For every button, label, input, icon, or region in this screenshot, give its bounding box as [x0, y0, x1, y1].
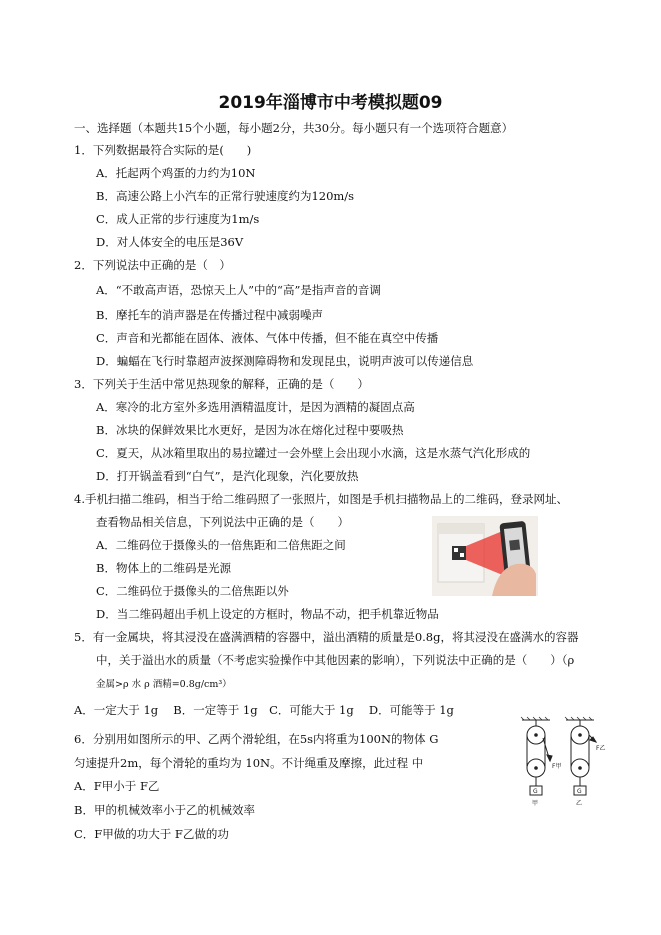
q2-stem: 2．下列说法中正确的是（ ）: [74, 258, 231, 272]
q5-stem-line2: 中，关于溢出水的质量（不考虑实验操作中其他因素的影响），下列说法中正确的是（ ）（ρ: [96, 653, 575, 667]
qr-scan-photo: [432, 516, 538, 596]
label-jia: 甲: [532, 800, 539, 807]
q3-stem: 3．下列关于生活中常见热现象的解释，正确的是（ ）: [74, 377, 369, 391]
q4-stem-line1: 4.手机扫描二维码，相当于给二维码照了一张照片，如图是手机扫描物品上的二维码，登录网址、: [74, 492, 568, 506]
q5-stem-line3: 金属>ρ 水 ρ 酒精=0.8g/cm³）: [96, 679, 232, 690]
q6-stem-line1: 6．分别用如图所示的甲、乙两个滑轮组，在5s内将重为100N的物体 G: [74, 732, 439, 746]
q1-option-b: B．高速公路上小汽车的正常行驶速度约为120m/s: [96, 189, 355, 203]
label-g-yi: G: [577, 788, 582, 795]
pulley-figure: [516, 716, 606, 808]
q4-option-d: D．当二维码超出手机上设定的方框时，物品不动，把手机靠近物品: [96, 607, 439, 621]
q1-option-d: D．对人体安全的电压是36V: [96, 235, 244, 249]
q1-option-a: A．托起两个鸡蛋的力约为10N: [96, 166, 256, 180]
q3-option-a: A．寒冷的北方室外多选用酒精温度计，是因为酒精的凝固点高: [96, 400, 415, 414]
q4-option-b: B．物体上的二维码是光源: [96, 561, 231, 575]
q2-option-a: A．“不敢高声语，恐惊天上人”中的“高”是指声音的音调: [96, 283, 381, 297]
q4-stem-line2: 查看物品相关信息，下列说法中正确的是（ ）: [96, 515, 349, 529]
q4-option-a: A．二维码位于摄像头的一倍焦距和二倍焦距之间: [96, 538, 346, 552]
label-f-jia: F甲: [552, 763, 562, 770]
q5-stem-line1: 5．有一金属块，将其浸没在盛满酒精的容器中，溢出酒精的质量是0.8g，将其浸没在盛满水的容器: [74, 630, 579, 644]
q2-option-b: B．摩托车的消声器是在传播过程中减弱噪声: [96, 308, 323, 322]
q2-option-c: C．声音和光都能在固体、液体、气体中传播，但不能在真空中传播: [96, 331, 439, 345]
label-f-yi: F乙: [596, 745, 606, 752]
label-g-jia: G: [533, 788, 538, 795]
q3-option-c: C．夏天，从冰箱里取出的易拉罐过一会外壁上会出现小水滴，这是水蒸气汽化形成的: [96, 446, 531, 460]
q6-stem-line2: 匀速提升2m，每个滑轮的重均为 10N。不计绳重及摩擦，此过程 中: [74, 756, 424, 770]
q3-option-b: B．冰块的保鲜效果比水更好，是因为冰在熔化过程中要吸热: [96, 423, 404, 437]
q1-option-c: C．成人正常的步行速度为1m/s: [96, 212, 260, 226]
q6-option-b: B．甲的机械效率小于乙的机械效率: [74, 803, 255, 817]
section-heading: 一、选择题（本题共15个小题，每小题2分，共30分。每小题只有一个选项符合题意）: [74, 121, 514, 135]
q2-option-d: D．蝙蝠在飞行时靠超声波探测障碍物和发现昆虫，说明声波可以传递信息: [96, 354, 474, 368]
page-title: 2019年淄博市中考模拟题09: [218, 93, 443, 113]
q4-option-c: C．二维码位于摄像头的二倍焦距以外: [96, 584, 289, 598]
q1-stem: 1．下列数据最符合实际的是( ): [74, 143, 252, 157]
q3-option-d: D．打开锅盖看到“白气”，是汽化现象，汽化要放热: [96, 469, 359, 483]
label-yi: 乙: [576, 800, 583, 807]
q6-option-c: C．F甲做的功大于 F乙做的功: [74, 827, 229, 841]
q5-options: A．一定大于 1g B．一定等于 1g C．可能大于 1g D．可能等于 1g: [74, 703, 454, 717]
q6-option-a: A．F甲小于 F乙: [74, 779, 160, 793]
